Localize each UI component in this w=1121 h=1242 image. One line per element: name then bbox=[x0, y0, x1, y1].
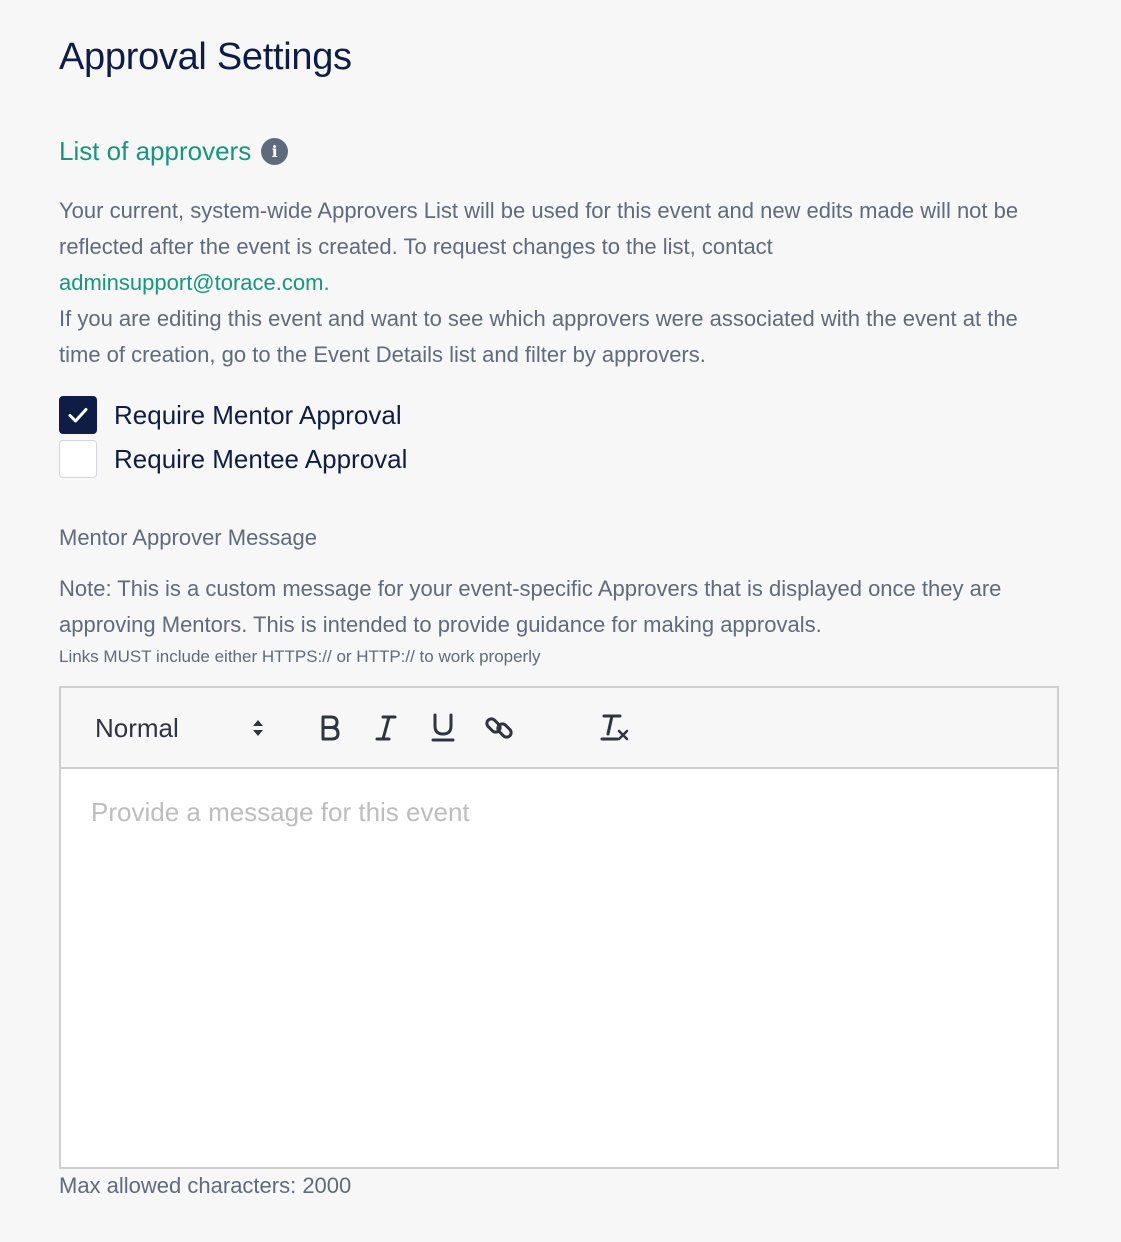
info-icon[interactable]: i bbox=[261, 138, 288, 165]
links-requirement-note: Links MUST include either HTTPS:// or HTTP:// to work properly bbox=[59, 647, 541, 666]
mentor-approver-message-label: Mentor Approver Message bbox=[59, 525, 318, 550]
format-select[interactable] bbox=[95, 710, 265, 746]
admin-email-link[interactable]: adminsupport@torace.com. bbox=[59, 270, 330, 295]
italic-button[interactable] bbox=[366, 708, 406, 748]
require-mentee-approval-row[interactable] bbox=[59, 440, 407, 478]
mentor-message-note: Note: This is a custom message for your event-specific Approvers that is displayed once they are approving Mentors. This is intended to provide guidance for making approvals. bbox=[59, 576, 1002, 637]
format-select-value: Normal bbox=[95, 712, 179, 743]
clear-format-button[interactable] bbox=[595, 708, 635, 748]
require-mentor-approval-row[interactable] bbox=[59, 396, 402, 434]
checkmark-icon bbox=[67, 406, 89, 424]
section-title: List of approvers bbox=[59, 136, 252, 166]
approvers-description bbox=[59, 193, 1064, 373]
underline-button[interactable] bbox=[423, 708, 463, 748]
approvers-description-main: Your current, system-wide Approvers List will be used for this event and new edits made will not be reflected after the event is created. To request changes to the list, contact bbox=[59, 198, 1019, 259]
underline-icon bbox=[430, 713, 456, 743]
link-icon bbox=[484, 713, 514, 743]
approvers-editing-note: If you are editing this event and want to see which approvers were associated with the event at the time of creation, go to the Event Details list and filter by approvers. bbox=[59, 306, 1018, 367]
editor-placeholder: Provide a message for this event bbox=[91, 797, 470, 827]
message-editor-area[interactable] bbox=[61, 769, 1057, 1167]
require-mentee-approval-label[interactable]: Require Mentee Approval bbox=[114, 443, 408, 474]
link-button[interactable] bbox=[479, 708, 519, 748]
bold-icon bbox=[318, 714, 342, 742]
require-mentee-approval-checkbox[interactable] bbox=[59, 440, 97, 478]
max-characters-hint: Max allowed characters: 2000 bbox=[59, 1173, 352, 1198]
require-mentor-approval-checkbox[interactable] bbox=[59, 396, 97, 434]
approvers-description-text bbox=[59, 193, 1064, 301]
editor-toolbar bbox=[61, 688, 1057, 769]
approvers-section-header bbox=[59, 136, 288, 167]
italic-icon bbox=[374, 714, 398, 742]
bold-button[interactable] bbox=[310, 708, 350, 748]
clear-format-icon bbox=[600, 713, 630, 743]
require-mentor-approval-label[interactable]: Require Mentor Approval bbox=[114, 399, 402, 430]
select-arrows-icon bbox=[251, 716, 265, 740]
page-title: Approval Settings bbox=[59, 36, 352, 78]
rich-text-editor bbox=[59, 686, 1059, 1169]
